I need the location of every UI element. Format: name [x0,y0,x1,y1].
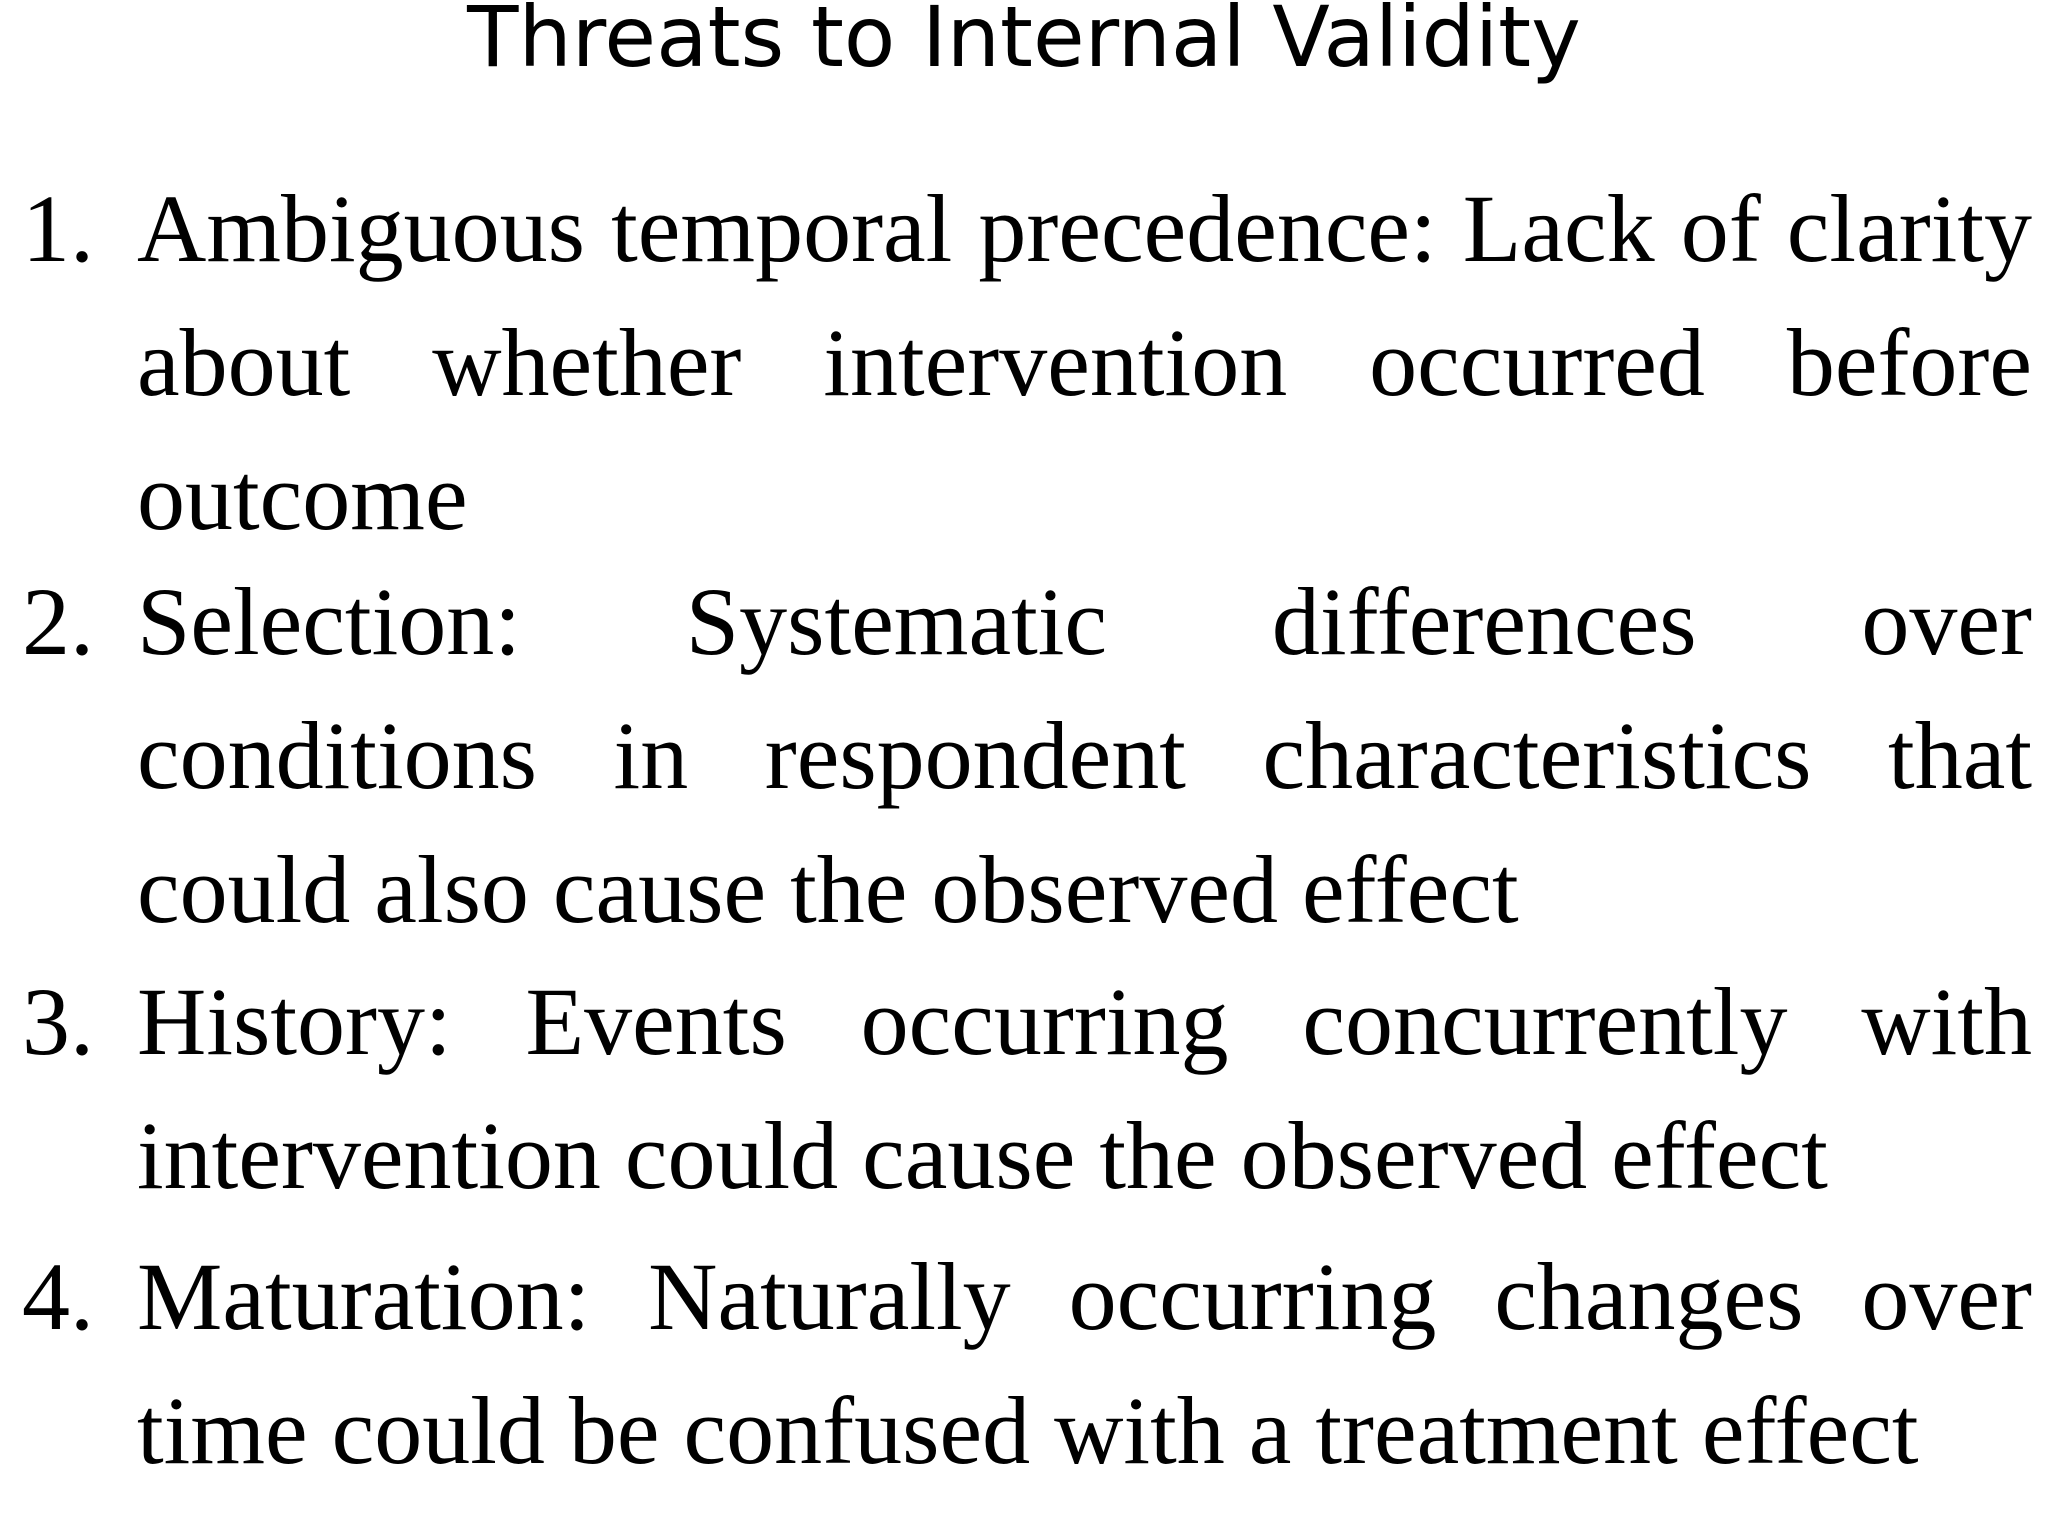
item-number: 4. [22,1243,94,1350]
item-number: 1. [22,175,94,282]
item-text: Selection: Systematic differences over conditions in respondent characteristics that could also cause the observed effect [137,568,2032,943]
item-number: 2. [22,568,94,675]
slide-title: Threats to Internal Validity [467,0,1581,86]
item-text: Maturation: Naturally occurring changes over time could be confused with a treatment effect [137,1243,2032,1484]
item-number: 3. [22,968,94,1075]
item-text: History: Events occurring concurrently with intervention could cause the observed effect [137,968,2032,1209]
item-text: Ambiguous temporal precedence: Lack of clarity about whether intervention occurred before outcome [137,175,2032,550]
